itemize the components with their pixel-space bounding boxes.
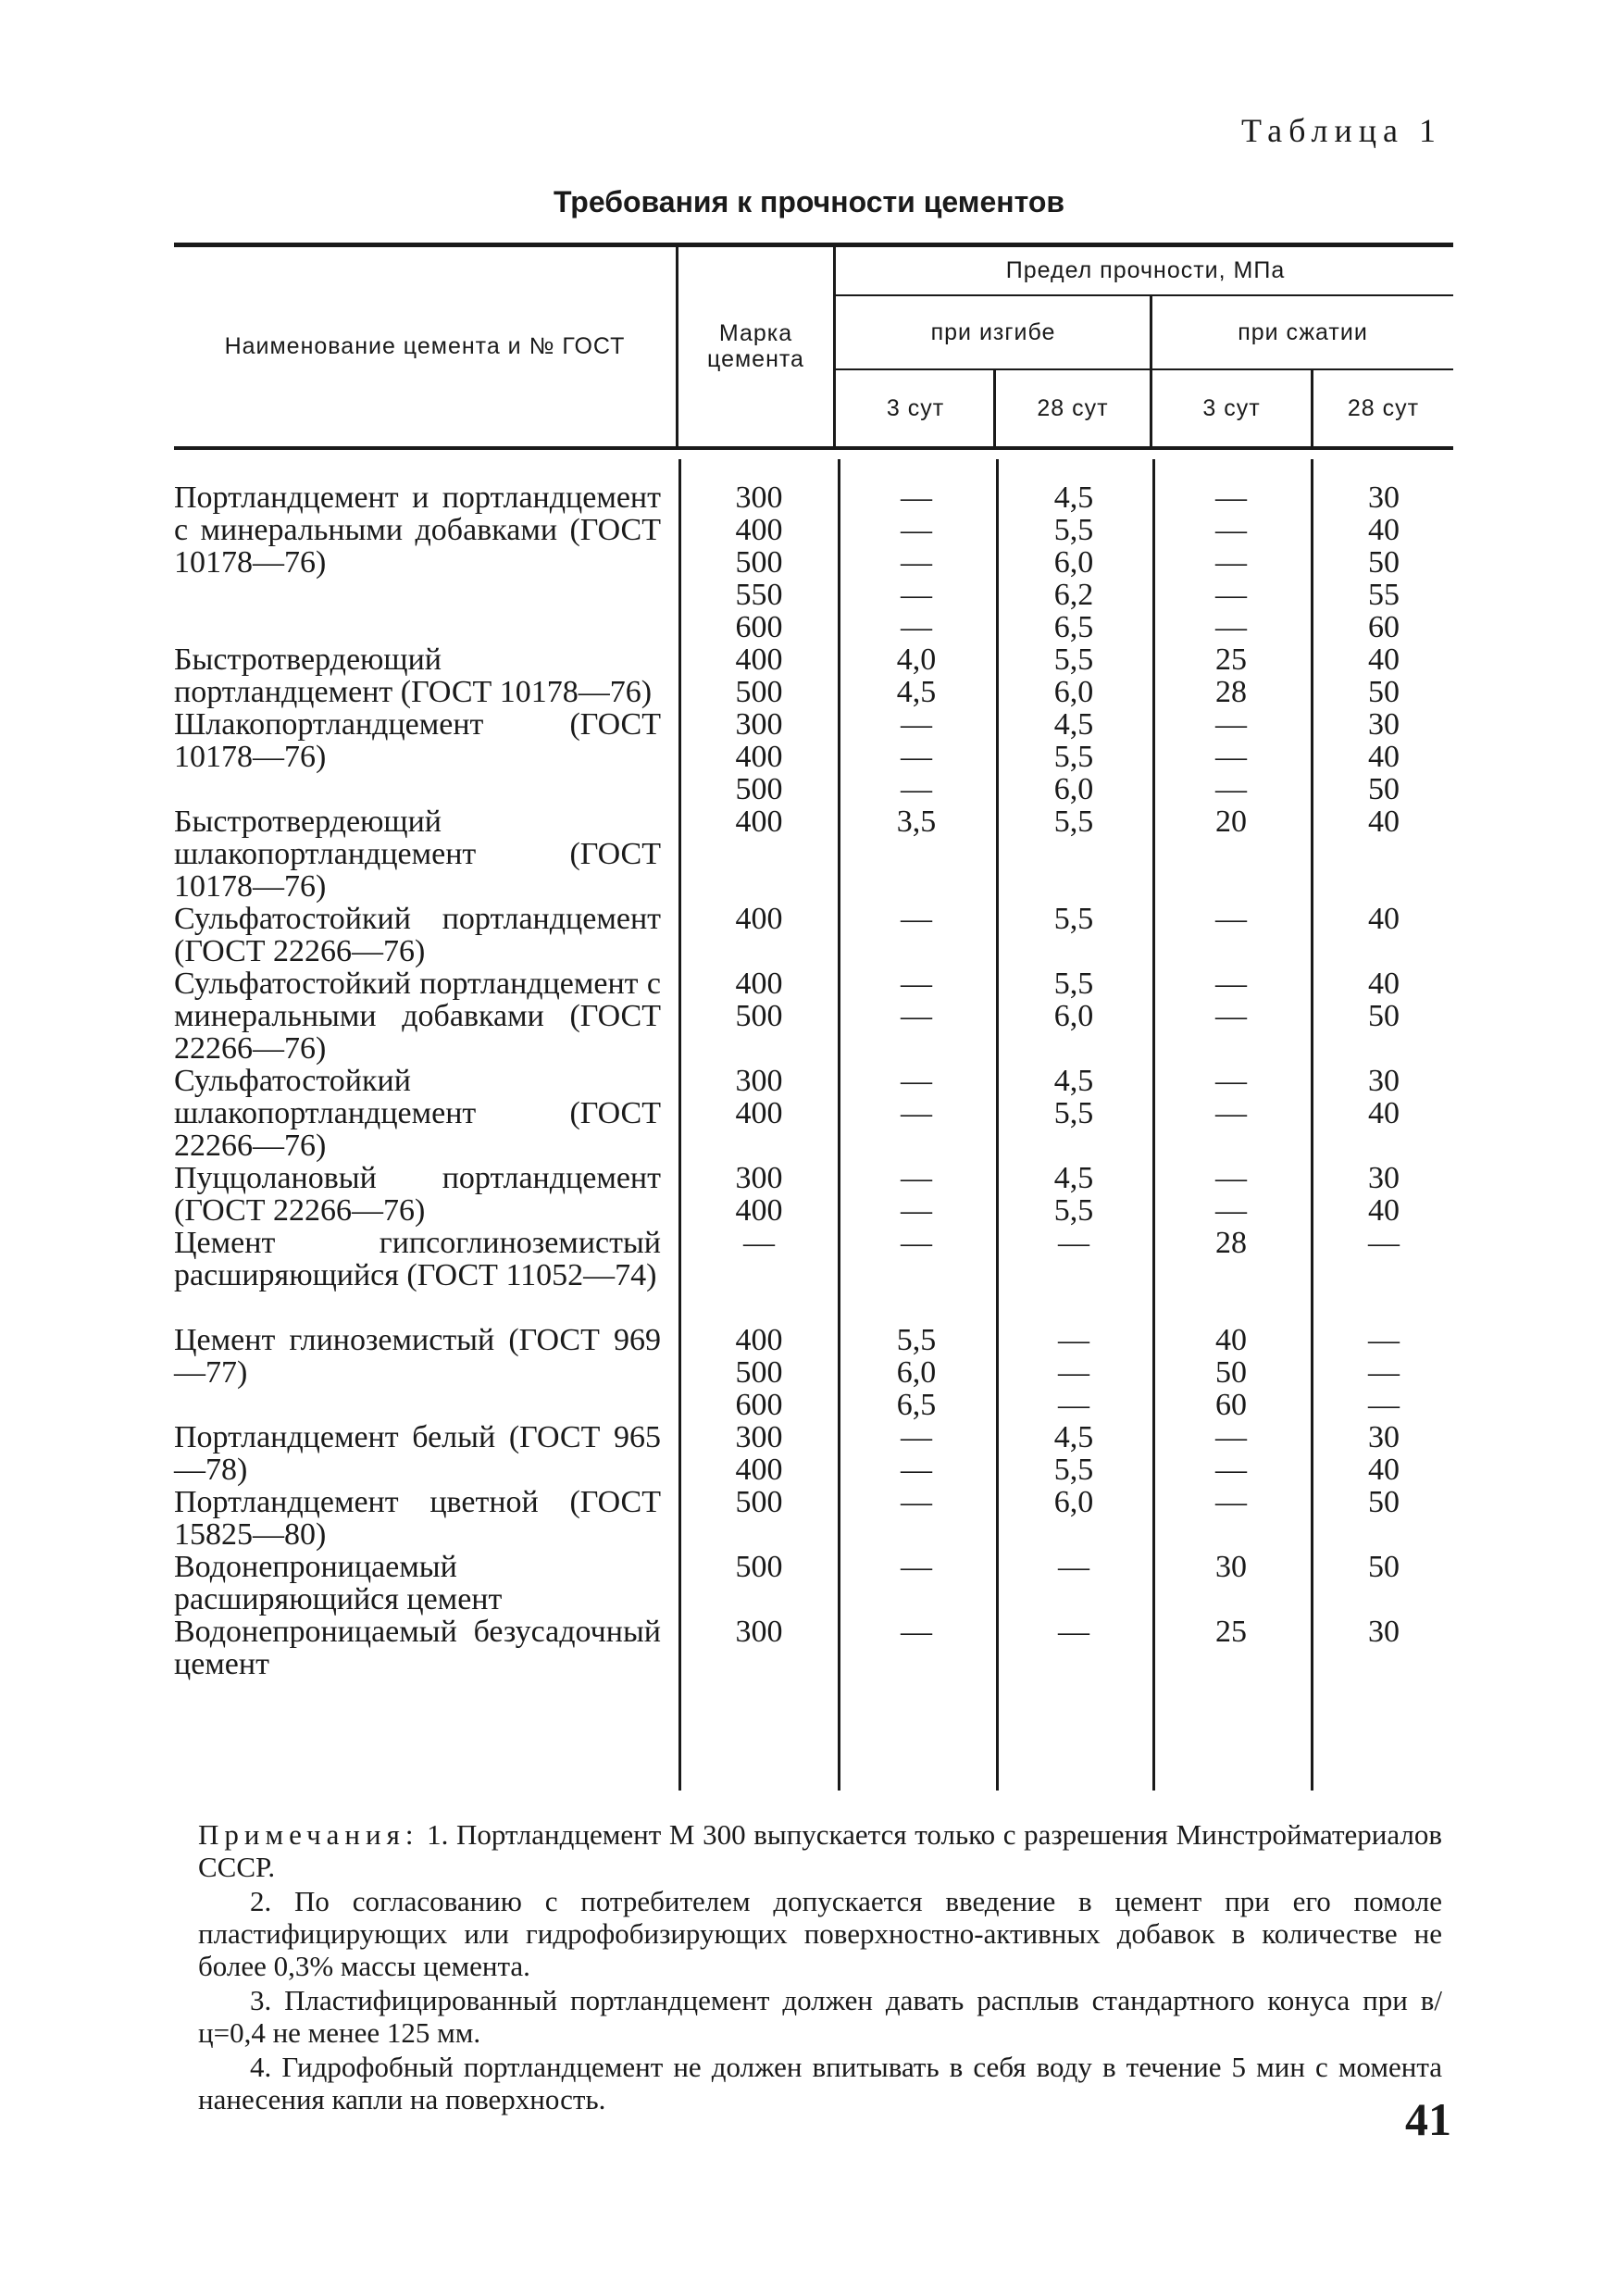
cell-c3: — — [1215, 1161, 1247, 1195]
cell-c3: — — [1215, 1485, 1247, 1519]
cell-b28: 6,0 — [1053, 545, 1094, 580]
cell-b3: 5,5 — [896, 1323, 937, 1357]
cell-grade: 500 — [735, 675, 783, 709]
cell-b28: 5,5 — [1053, 902, 1094, 936]
cell-c28: 40 — [1368, 740, 1400, 774]
cement-name: Портландцемент цветной (ГОСТ 15825—80) — [174, 1485, 661, 1552]
cell-c3: — — [1215, 1453, 1247, 1487]
cell-grade: 300 — [735, 707, 783, 742]
cell-grade: 300 — [735, 1064, 783, 1098]
header-bottom-rule — [174, 446, 1453, 450]
cell-grade: 400 — [735, 740, 783, 774]
cell-grade: 400 — [735, 1096, 783, 1130]
cell-b3: — — [901, 1453, 932, 1487]
cell-c28: 40 — [1368, 902, 1400, 936]
cell-b3: 3,5 — [896, 805, 937, 839]
cell-b28: — — [1058, 1323, 1089, 1357]
cell-c3: — — [1215, 1193, 1247, 1228]
cell-c3: — — [1215, 545, 1247, 580]
cell-b28: 4,5 — [1053, 1420, 1094, 1454]
cell-c28: 40 — [1368, 643, 1400, 677]
cell-c3: — — [1215, 902, 1247, 936]
cell-grade: 400 — [735, 1193, 783, 1228]
cell-c3: — — [1215, 1064, 1247, 1098]
header-compression: при сжатии — [1238, 319, 1368, 345]
cell-grade: — — [743, 1226, 775, 1260]
cell-c28: 55 — [1368, 578, 1400, 612]
cell-grade: 400 — [735, 805, 783, 839]
cell-b28: 6,5 — [1053, 610, 1094, 644]
cell-b3: — — [901, 1161, 932, 1195]
cell-b3: — — [901, 772, 932, 806]
cell-b3: — — [901, 707, 932, 742]
cell-b28: 6,0 — [1053, 772, 1094, 806]
cement-name: Цемент глиноземистый (ГОСТ 969—77) — [174, 1323, 661, 1390]
cell-b3: 6,0 — [896, 1355, 937, 1390]
page-number: 41 — [1405, 2093, 1451, 2145]
cell-b28: 4,5 — [1053, 1161, 1094, 1195]
cell-grade: 300 — [735, 1420, 783, 1454]
cell-b28: — — [1058, 1226, 1089, 1260]
cement-name: Сульфатостойкий портландцемент с минеральными добавками (ГОСТ 22266—76) — [174, 967, 661, 1066]
cell-c28: 40 — [1368, 1193, 1400, 1228]
cell-c3: 50 — [1215, 1355, 1247, 1390]
cell-grade: 300 — [735, 1161, 783, 1195]
cell-grade: 400 — [735, 513, 783, 547]
header-compression-28d: 28 сут — [1347, 395, 1420, 421]
body-vline-1 — [678, 459, 681, 1791]
cell-b28: 5,5 — [1053, 967, 1094, 1001]
cell-c28: 30 — [1368, 480, 1400, 515]
cell-c28: 40 — [1368, 805, 1400, 839]
cell-grade: 550 — [735, 578, 783, 612]
table-number: Таблица 1 — [1241, 112, 1442, 149]
cell-c28: 50 — [1368, 675, 1400, 709]
note-2: 2. По согласованию с потребителем допускается введение в цемент при его помоле пластифицирующих или гидрофобизирующих поверхностно-активных добавок в количестве не более 0,3% массы цемента. — [198, 1885, 1442, 1982]
cement-name: Цемент гипсоглиноземистый расширяющийся (ГОСТ 11052—74) — [174, 1226, 661, 1292]
cell-c28: 50 — [1368, 1485, 1400, 1519]
cell-c3: 28 — [1215, 1226, 1247, 1260]
cell-b28: 5,5 — [1053, 1096, 1094, 1130]
cell-b28: 6,0 — [1053, 999, 1094, 1033]
cell-c3: — — [1215, 967, 1247, 1001]
cell-c3: — — [1215, 610, 1247, 644]
cell-b28: 5,5 — [1053, 1193, 1094, 1228]
cell-b3: — — [901, 545, 932, 580]
cell-b3: — — [901, 513, 932, 547]
cell-b28: 6,0 — [1053, 1485, 1094, 1519]
cement-name: Водонепроницаемый расширяющийся цемент — [174, 1550, 503, 1616]
cell-b3: — — [901, 1615, 932, 1649]
header-bending-3d: 3 сут — [886, 395, 945, 421]
cell-c28: — — [1368, 1355, 1400, 1390]
cement-name: Быстротвердеющий портландцемент (ГОСТ 10178—76) — [174, 643, 653, 709]
cell-c3: — — [1215, 513, 1247, 547]
note-4: 4. Гидрофобный портландцемент не должен впитывать в себя воду в течение 5 мин с момента нанесения капли на поверхность. — [198, 2051, 1442, 2115]
cell-grade: 400 — [735, 1323, 783, 1357]
cell-c3: — — [1215, 999, 1247, 1033]
cement-name: Водонепроницаемый безусадочный цемент — [174, 1615, 661, 1681]
cell-c28: 50 — [1368, 772, 1400, 806]
cell-c28: 40 — [1368, 1096, 1400, 1130]
cell-c3: 20 — [1215, 805, 1247, 839]
cement-name: Шлакопортландцемент (ГОСТ 10178—76) — [174, 707, 661, 774]
cement-name: Пуццолановый портландцемент (ГОСТ 22266—76) — [174, 1161, 661, 1228]
body-vline-2 — [838, 459, 840, 1791]
cell-b3: 6,5 — [896, 1388, 937, 1422]
cell-b28: 5,5 — [1053, 513, 1094, 547]
header-bending: при изгибе — [930, 319, 1056, 345]
cell-b3: — — [901, 999, 932, 1033]
cell-c28: 40 — [1368, 1453, 1400, 1487]
cell-c3: 30 — [1215, 1550, 1247, 1584]
cell-b28: — — [1058, 1550, 1089, 1584]
cell-b28: 5,5 — [1053, 1453, 1094, 1487]
cement-name: Сульфатостойкий шлакопортландцемент (ГОСТ 22266—76) — [174, 1064, 661, 1163]
cell-c28: 40 — [1368, 967, 1400, 1001]
cell-b28: 4,5 — [1053, 480, 1094, 515]
cell-b3: — — [901, 1096, 932, 1130]
cell-c3: 25 — [1215, 1615, 1247, 1649]
table-title: Требования к прочности цементов — [553, 185, 1065, 218]
note-3: 3. Пластифицированный портландцемент должен давать расплыв стандартного конуса при в/ц=0,4 не менее 125 мм. — [198, 1984, 1442, 2049]
cement-name: Портландцемент белый (ГОСТ 965—78) — [174, 1420, 661, 1487]
cell-b28: — — [1058, 1355, 1089, 1390]
cell-c3: 25 — [1215, 643, 1247, 677]
cell-b3: — — [901, 610, 932, 644]
cement-name: Быстротвердеющий шлакопортландцемент (ГОСТ 10178—76) — [174, 805, 661, 904]
note-1-text: 1. Портландцемент М 300 выпускается только с разрешения Минстройматериалов СССР. — [198, 1818, 1443, 1883]
header-compression-3d: 3 сут — [1202, 395, 1261, 421]
cell-grade: 600 — [735, 1388, 783, 1422]
cell-grade: 500 — [735, 1485, 783, 1519]
cell-b28: 5,5 — [1053, 740, 1094, 774]
cell-b28: 6,0 — [1053, 675, 1094, 709]
cell-c28: — — [1368, 1388, 1400, 1422]
cell-b28: 4,5 — [1053, 1064, 1094, 1098]
cell-c28: 30 — [1368, 1615, 1400, 1649]
cell-b3: — — [901, 1226, 932, 1260]
cell-grade: 500 — [735, 1355, 783, 1390]
header-strength: Предел прочности, МПа — [1005, 257, 1286, 283]
cell-b3: — — [901, 902, 932, 936]
cell-b3: 4,5 — [896, 675, 937, 709]
cell-c28: 30 — [1368, 1420, 1400, 1454]
cell-b28: 5,5 — [1053, 643, 1094, 677]
cell-b3: — — [901, 967, 932, 1001]
header-vline-name — [676, 246, 678, 446]
notes-label: Примечания: — [198, 1818, 419, 1851]
header-vline-grade — [833, 246, 836, 446]
cell-c28: 50 — [1368, 1550, 1400, 1584]
cell-c28: 30 — [1368, 1161, 1400, 1195]
notes — [198, 1818, 1442, 2115]
cell-c3: — — [1215, 1420, 1247, 1454]
cell-c28: — — [1368, 1226, 1400, 1260]
cell-b28: 6,2 — [1053, 578, 1094, 612]
cell-c28: — — [1368, 1323, 1400, 1357]
cement-name: Сульфатостойкий портландцемент (ГОСТ 22266—76) — [174, 902, 661, 968]
header-name: Наименование цемента и № ГОСТ — [224, 333, 626, 359]
cell-c28: 30 — [1368, 707, 1400, 742]
body-vline-5 — [1311, 459, 1313, 1791]
cell-b28: 5,5 — [1053, 805, 1094, 839]
cell-grade: 400 — [735, 967, 783, 1001]
cell-c3: — — [1215, 740, 1247, 774]
cell-b3: — — [901, 1550, 932, 1584]
cell-grade: 400 — [735, 1453, 783, 1487]
cell-c28: 30 — [1368, 1064, 1400, 1098]
cell-c3: 28 — [1215, 675, 1247, 709]
cell-c28: 60 — [1368, 610, 1400, 644]
cell-c28: 50 — [1368, 999, 1400, 1033]
cell-b28: — — [1058, 1388, 1089, 1422]
cell-b3: — — [901, 740, 932, 774]
cell-b3: — — [901, 480, 932, 515]
body-vline-4 — [1152, 459, 1155, 1791]
cell-b3: 4,0 — [896, 643, 937, 677]
note-1 — [198, 1818, 1442, 1883]
cell-b3: — — [901, 1420, 932, 1454]
body-vline-3 — [996, 459, 999, 1791]
cell-grade: 500 — [735, 545, 783, 580]
cement-name: Портландцемент и портландцемент с минеральными добавками (ГОСТ 10178—76) — [174, 480, 661, 580]
cell-c3: — — [1215, 772, 1247, 806]
cell-b3: — — [901, 578, 932, 612]
cell-c28: 50 — [1368, 545, 1400, 580]
cell-c3: 40 — [1215, 1323, 1247, 1357]
cell-grade: 500 — [735, 772, 783, 806]
header-bending-28d: 28 сут — [1037, 395, 1109, 421]
header-grade: Марка цемента — [707, 320, 804, 372]
cell-b3: — — [901, 1485, 932, 1519]
cell-c3: — — [1215, 578, 1247, 612]
cell-grade: 600 — [735, 610, 783, 644]
cell-grade: 300 — [735, 1615, 783, 1649]
cell-c3: — — [1215, 707, 1247, 742]
cell-grade: 500 — [735, 999, 783, 1033]
cell-grade: 300 — [735, 480, 783, 515]
cell-c3: 60 — [1215, 1388, 1247, 1422]
cell-grade: 400 — [735, 643, 783, 677]
cell-c3: — — [1215, 1096, 1247, 1130]
cell-b3: — — [901, 1193, 932, 1228]
cell-c3: — — [1215, 480, 1247, 515]
cell-grade: 400 — [735, 902, 783, 936]
cell-b3: — — [901, 1064, 932, 1098]
cell-b28: — — [1058, 1615, 1089, 1649]
cell-c28: 40 — [1368, 513, 1400, 547]
cell-grade: 500 — [735, 1550, 783, 1584]
cell-b28: 4,5 — [1053, 707, 1094, 742]
